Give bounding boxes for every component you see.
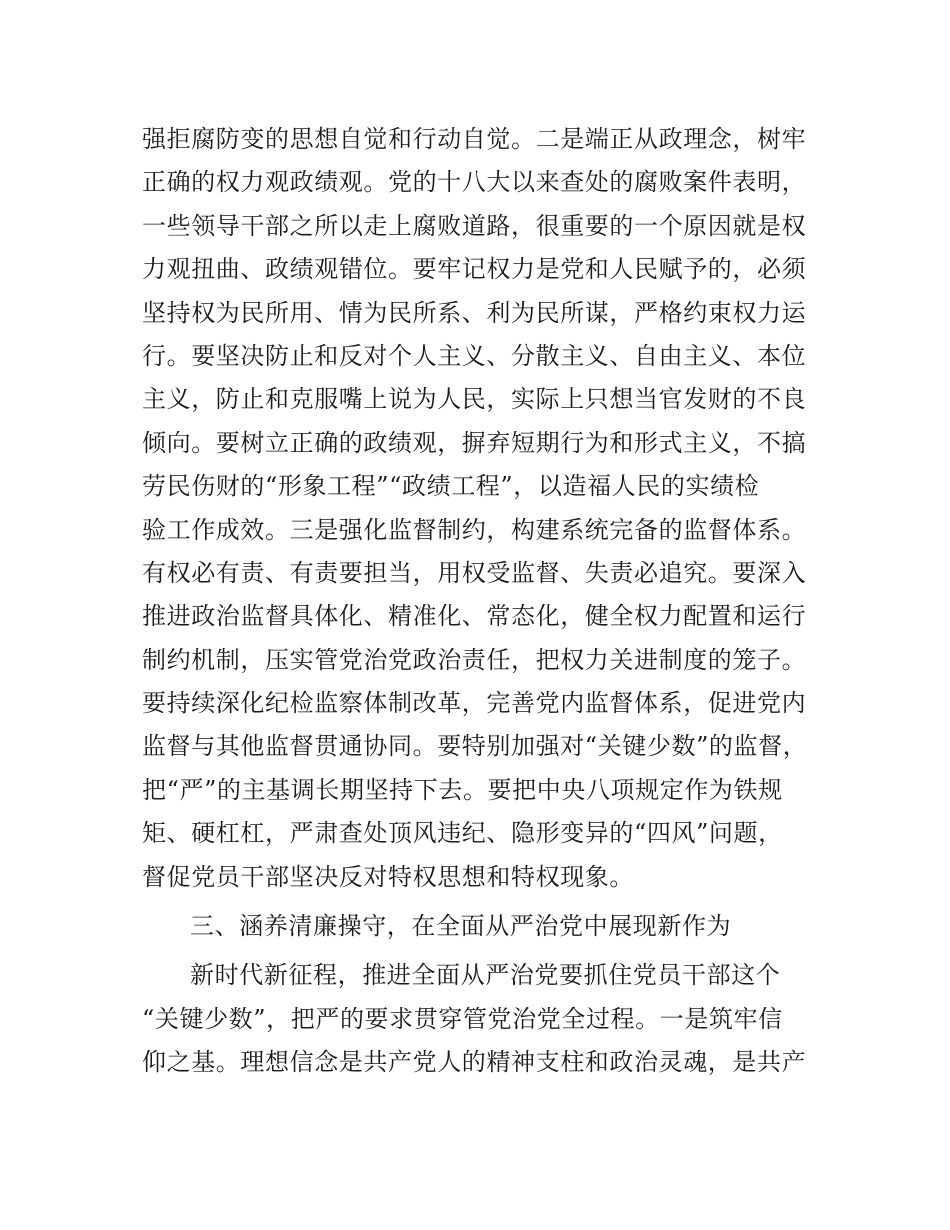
body-text bbox=[142, 118, 832, 1085]
text-line: 坚持权为民所用、情为民所系、利为民所谋，严格约束权力运 bbox=[142, 298, 807, 327]
text-line: 矩、硬杠杠，严肃查处顶风违纪、隐形变异的“四风”问题， bbox=[142, 819, 783, 848]
text-line: “关键少数”，把严的要求贯穿管党治党全过程。一是筑牢信 bbox=[142, 1004, 783, 1033]
section-heading: 三、涵养清廉操守，在全面从严治党中展现新作为 bbox=[190, 912, 732, 941]
text-line: 主义，防止和克服嘴上说为人民，实际上只想当官发财的不良 bbox=[142, 385, 807, 414]
text-line: 要持续深化纪检监察体制改革，完善党内监督体系，促进党内 bbox=[142, 689, 807, 718]
text-line: 劳民伤财的“形象工程”“政绩工程”，以造福人民的实绩检 bbox=[142, 472, 760, 501]
text-line: 监督与其他监督贯通协同。要特别加强对“关键少数”的监督， bbox=[142, 732, 808, 761]
text-line: 行。要坚决防止和反对个人主义、分散主义、自由主义、本位 bbox=[142, 341, 807, 370]
text-line: 力观扭曲、政绩观错位。要牢记权力是党和人民赋予的，必须 bbox=[142, 255, 807, 284]
text-line: 新时代新征程，推进全面从严治党要抓住党员干部这个 bbox=[190, 961, 781, 990]
text-line: 把“严”的主基调长期坚持下去。要把中央八项规定作为铁规 bbox=[142, 775, 783, 804]
text-line: 一些领导干部之所以走上腐败道路，很重要的一个原因就是权 bbox=[142, 211, 807, 240]
text-line: 有权必有责、有责要担当，用权受监督、失责必追究。要深入 bbox=[142, 558, 807, 587]
text-line: 督促党员干部坚决反对特权思想和特权现象。 bbox=[142, 862, 634, 891]
text-line: 推进政治监督具体化、精准化、常态化，健全权力配置和运行 bbox=[142, 602, 807, 631]
text-line: 正确的权力观政绩观。党的十八大以来查处的腐败案件表明， bbox=[142, 168, 807, 197]
text-line: 倾向。要树立正确的政绩观，摒弃短期行为和形式主义，不搞 bbox=[142, 428, 807, 457]
text-line: 仰之基。理想信念是共产党人的精神支柱和政治灵魂，是共产 bbox=[142, 1048, 807, 1077]
text-line: 强拒腐防变的思想自觉和行动自觉。二是端正从政理念，树牢 bbox=[142, 125, 807, 153]
text-line: 验工作成效。三是强化监督制约，构建系统完备的监督体系。 bbox=[142, 515, 807, 544]
text-line: 制约机制，压实管党治党政治责任，把权力关进制度的笼子。 bbox=[142, 645, 807, 674]
